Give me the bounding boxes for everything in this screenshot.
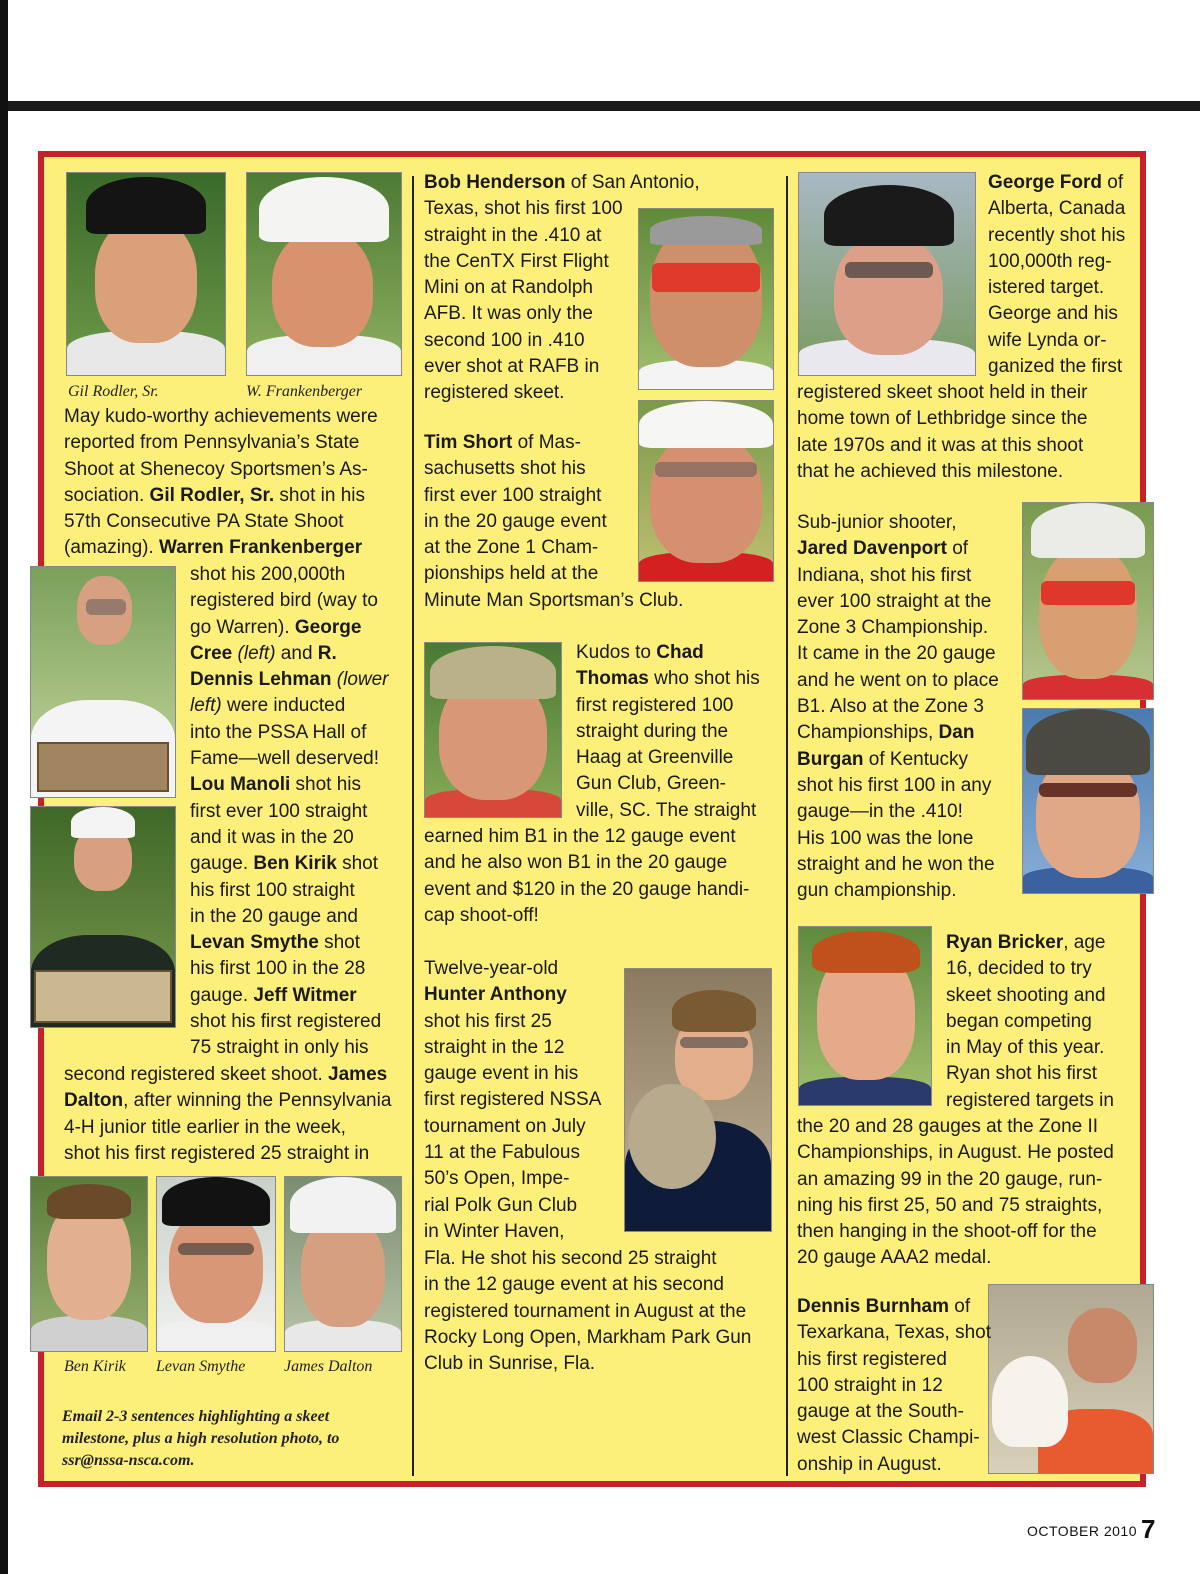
text-line: Gun Club, Green- <box>576 773 726 795</box>
text-line: the 20 and 28 gauges at the Zone II <box>797 1116 1099 1137</box>
text-line: Jared Davenport of <box>797 538 969 560</box>
text-line: ssr@nssa-nsca.com. <box>62 1452 195 1469</box>
photo-levan-smythe <box>156 1176 276 1352</box>
text-line: AFB. It was only the <box>424 303 593 325</box>
text-line: pionships held at the <box>424 563 599 585</box>
photo-gil-rodler <box>66 172 226 376</box>
bricker-text-full <box>797 1114 1114 1272</box>
text-line: late 1970s and it was at this shoot <box>797 434 1084 456</box>
text-line: sachusetts shot his <box>424 458 586 480</box>
text-line: an amazing 99 in the 20 gauge, run- <box>797 1168 1103 1190</box>
text-line: tournament on July <box>424 1115 586 1137</box>
caption-gil-rodler: Gil Rodler, Sr. <box>68 383 159 400</box>
text-line: Twelve-year-old <box>424 958 559 979</box>
text-line: wife Lynda or- <box>988 329 1107 351</box>
photo-ryan-bricker <box>798 926 932 1106</box>
photo-george-ford <box>798 172 976 376</box>
text-line: reported from Pennsylvania’s State <box>64 432 360 454</box>
text-line: registered targets in <box>946 1089 1114 1111</box>
text-line: ever 100 straight at the <box>797 590 992 612</box>
text-line: go Warren). George <box>190 616 362 638</box>
text-line: that he achieved this milestone. <box>797 460 1064 482</box>
burnham-text <box>797 1294 991 1478</box>
caption-levan-smythe: Levan Smythe <box>156 1358 246 1375</box>
text-line: Texas, shot his first 100 <box>424 198 623 220</box>
text-line: in the 20 gauge event <box>424 510 607 532</box>
text-line: first registered 100 <box>576 694 734 716</box>
text-line: Cree (left) and R. <box>190 642 337 664</box>
text-line: gauge. Jeff Witmer <box>190 984 357 1006</box>
caption-james-dalton: James Dalton <box>284 1358 373 1375</box>
text-line: Bob Henderson of San Antonio, <box>424 172 700 193</box>
col1-dalton-text <box>64 1062 391 1167</box>
text-line: second 100 in .410 <box>424 329 585 351</box>
text-line: milestone, plus a high resolution photo, to <box>62 1430 340 1447</box>
text-line: Lou Manoli shot his <box>190 774 362 796</box>
text-line: Zone 3 Championship. <box>797 617 989 639</box>
text-line: Dennis Lehman (lower <box>190 669 389 691</box>
text-line: straight in the 12 <box>424 1036 565 1058</box>
text-line: Dennis Burnham of <box>797 1296 971 1317</box>
text-line: left) were inducted <box>190 695 346 717</box>
text-line: Ryan shot his first <box>946 1063 1097 1085</box>
anthony-text-full <box>424 1246 751 1377</box>
text-line: Kudos to Chad <box>576 642 704 663</box>
text-line: 16, decided to try <box>946 958 1092 980</box>
photo-hunter-anthony <box>624 968 772 1232</box>
text-line: His 100 was the lone <box>797 827 974 849</box>
text-line: Shoot at Shenecoy Sportsmen’s As- <box>64 458 368 480</box>
bricker-text-wrap <box>946 930 1114 1114</box>
text-line: Levan Smythe shot <box>190 932 361 954</box>
text-line: in the 12 gauge event at his second <box>424 1274 725 1296</box>
photo-james-dalton <box>284 1176 402 1352</box>
text-line: Dalton, after winning the Pennsylvania <box>64 1090 392 1112</box>
text-line: registered skeet shoot held in their <box>797 382 1088 403</box>
text-line: into the PSSA Hall of <box>190 721 367 743</box>
ford-text-full <box>797 380 1087 485</box>
text-line: 100,000th reg- <box>988 250 1112 272</box>
text-line: onship in August. <box>797 1453 942 1475</box>
col1-intro <box>64 404 378 562</box>
text-line: cap shoot-off! <box>424 904 539 926</box>
text-line: shot his first 100 in any <box>797 774 992 796</box>
text-line: Championships, Dan <box>797 722 975 744</box>
text-line: Rocky Long Open, Markham Park Gun <box>424 1326 752 1348</box>
page-number: 7 <box>1141 1514 1156 1544</box>
text-line: shot his first 25 <box>424 1010 552 1032</box>
text-line: first ever 100 straight <box>424 484 602 506</box>
text-line: gauge—in the .410! <box>797 801 963 823</box>
text-line: home town of Lethbridge since the <box>797 408 1088 430</box>
text-line: earned him B1 in the 12 gauge event <box>424 826 736 847</box>
text-line: second registered skeet shoot. James <box>64 1064 388 1085</box>
text-line: Tim Short of Mas- <box>424 432 581 453</box>
text-line: 4-H junior title earlier in the week, <box>64 1116 346 1138</box>
thomas-text-full <box>424 824 749 929</box>
text-line: B1. Also at the Zone 3 <box>797 696 984 718</box>
photo-w-frankenberger <box>246 172 402 376</box>
text-line: ville, SC. The straight <box>576 799 757 821</box>
text-line: sociation. Gil Rodler, Sr. shot in his <box>64 484 365 506</box>
text-line: Minute Man Sportsman’s Club. <box>424 589 684 611</box>
text-line: Thomas who shot his <box>576 668 760 690</box>
text-line: in May of this year. <box>946 1037 1105 1059</box>
text-line: west Classic Champi- <box>797 1427 980 1449</box>
text-line: his first 100 in the 28 <box>190 958 366 980</box>
text-line: Email 2-3 sentences highlighting a skeet <box>62 1408 330 1425</box>
text-line: 57th Consecutive PA State Shoot <box>64 511 344 533</box>
email-submission-note <box>62 1406 339 1472</box>
text-line: then hanging in the shoot-off for the <box>797 1221 1097 1243</box>
text-line: skeet shooting and <box>946 984 1106 1006</box>
page-binding-edge <box>0 0 8 1574</box>
davenport-burgan-text <box>797 510 999 904</box>
text-line: the CenTX First Flight <box>424 250 609 272</box>
text-line: ganized the first <box>988 356 1123 378</box>
text-line: his first registered <box>797 1348 947 1370</box>
column-rule-1 <box>412 176 414 1476</box>
text-line: 100 straight in 12 <box>797 1374 943 1396</box>
text-line: Fla. He shot his second 25 straight <box>424 1248 717 1269</box>
page-footer <box>1027 1514 1156 1545</box>
text-line: Burgan of Kentucky <box>797 748 969 770</box>
issue-date: OCTOBER 2010 <box>1027 1523 1138 1539</box>
text-line: It came in the 20 gauge <box>797 643 996 665</box>
short-text <box>424 430 683 614</box>
text-line: gun championship. <box>797 880 957 902</box>
text-line: Haag at Greenville <box>576 747 734 769</box>
text-line: gauge event in his <box>424 1063 579 1085</box>
text-line: Texarkana, Texas, shot <box>797 1322 991 1344</box>
text-line: George Ford of <box>988 172 1124 193</box>
text-line: George and his <box>988 303 1118 325</box>
text-line: (amazing). Warren Frankenberger <box>64 537 363 559</box>
text-line: first ever 100 straight <box>190 800 368 822</box>
text-line: Ryan Bricker, age <box>946 932 1106 953</box>
text-line: Fame—well deserved! <box>190 748 380 770</box>
text-line: shot his 200,000th <box>190 564 346 585</box>
text-line: his first 100 straight <box>190 879 355 901</box>
text-line: and it was in the 20 <box>190 826 354 848</box>
text-line: gauge at the South- <box>797 1401 964 1423</box>
text-line: in the 20 gauge and <box>190 905 358 927</box>
text-line: straight in the .410 at <box>424 224 602 246</box>
photo-r-dennis-lehman <box>30 806 176 1028</box>
henderson-text <box>424 170 700 407</box>
text-line: shot his first registered <box>190 1011 382 1033</box>
text-line: registered bird (way to <box>190 590 378 612</box>
text-line: istered target. <box>988 277 1105 299</box>
text-line: gauge. Ben Kirik shot <box>190 853 379 875</box>
col1-wrap-text <box>190 562 389 1062</box>
text-line: began competing <box>946 1010 1092 1032</box>
photo-dennis-burnham <box>988 1284 1154 1474</box>
text-line: Championships, in August. He posted <box>797 1142 1114 1164</box>
ford-text-wrap <box>988 170 1125 380</box>
text-line: and he went on to place <box>797 669 999 691</box>
text-line: rial Polk Gun Club <box>424 1194 578 1216</box>
text-line: first registered NSSA <box>424 1089 602 1111</box>
text-line: May kudo-worthy achievements were <box>64 406 378 427</box>
text-line: straight and he won the <box>797 853 995 875</box>
photo-chad-thomas <box>424 642 562 818</box>
text-line: shot his first registered 25 straight in <box>64 1142 370 1164</box>
anthony-text-wrap <box>424 956 601 1245</box>
text-line: 20 gauge AAA2 medal. <box>797 1247 992 1269</box>
text-line: Hunter Anthony <box>424 984 567 1006</box>
text-line: ning his first 25, 50 and 75 straights, <box>797 1194 1103 1216</box>
photo-jared-davenport <box>1022 502 1154 700</box>
photo-ben-kirik <box>30 1176 148 1352</box>
text-line: straight during the <box>576 720 729 742</box>
text-line: and he also won B1 in the 20 gauge <box>424 852 728 874</box>
text-line: ever shot at RAFB in <box>424 356 600 378</box>
column-rule-2 <box>786 176 788 1476</box>
text-line: Sub-junior shooter, <box>797 512 957 533</box>
text-line: registered tournament in August at the <box>424 1300 747 1322</box>
text-line: 75 straight in only his <box>190 1037 369 1059</box>
text-line: 50’s Open, Impe- <box>424 1168 570 1190</box>
photo-dan-burgan <box>1022 708 1154 894</box>
top-rule <box>8 101 1200 111</box>
text-line: 11 at the Fabulous <box>424 1142 580 1164</box>
photo-george-cree <box>30 566 176 798</box>
caption-w-frankenberger: W. Frankenberger <box>246 383 363 400</box>
text-line: in Winter Haven, <box>424 1220 565 1242</box>
caption-ben-kirik: Ben Kirik <box>64 1358 126 1375</box>
text-line: Club in Sunrise, Fla. <box>424 1353 596 1375</box>
text-line: event and $120 in the 20 gauge handi- <box>424 878 750 900</box>
thomas-text-wrap <box>576 640 760 824</box>
text-line: recently shot his <box>988 224 1126 246</box>
text-line: Alberta, Canada <box>988 198 1126 220</box>
text-line: at the Zone 1 Cham- <box>424 537 599 559</box>
text-line: Mini on at Randolph <box>424 277 593 299</box>
text-line: registered skeet. <box>424 382 565 404</box>
text-line: Indiana, shot his first <box>797 564 972 586</box>
